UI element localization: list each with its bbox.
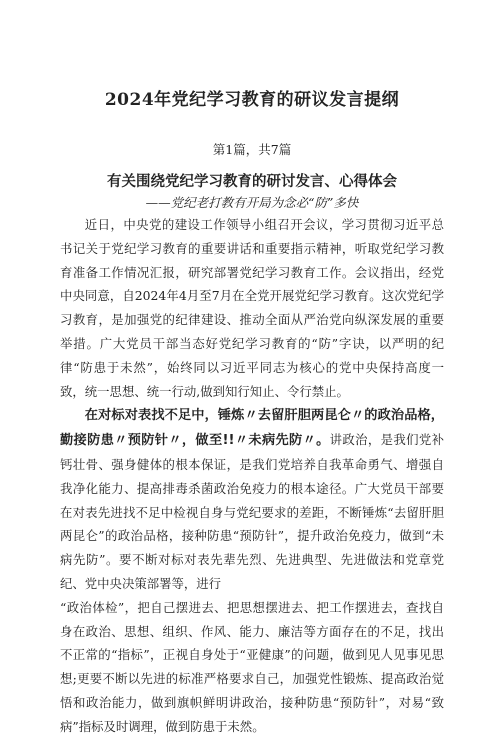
paragraph-intro: 近日，中央党的建设工作领导小组召开会议，学习贯彻习近平总书记关于党纪学习教育的重要讲话和重要指示精神，听取党纪学习教育准备工作情况汇报，研究部署党纪学习教育工作。会议指出，经党中央同意，自2024年4月至7月在全党开展党纪学习教育。这次党纪学习教育，是加强党的纪律建设、推动全面从严治党向纵深发展的重要举措。广大党员干部当态好党纪学习教育的“防”字诀，以严明的纪律“防患于未然”，始终同以习近平同志为核心的党中央保持高度一致，统一思想、统一行动,做到知行知止、令行禁止。 <box>60 217 444 399</box>
paragraph-heading: 在对标对表找不足中，锤炼〃去留肝胆两昆仑〃的政治品格，勤接防患〃预防针〃，做至!!〃未病先防〃。 <box>60 408 444 449</box>
document-title: 2024年党纪学习教育的研议发言提纲 <box>104 90 400 110</box>
paragraph-body: 讲政治，是我们党补钙壮骨、强身健体的根本保证，是我们党培养自我革命勇气、增强自我净化能力、提高排毒杀菌政治免疫力的根本途径。广大党员干部要在对表先进找不足中检视自身与党纪要求的差距，不断锤炼“去留肝胆两昆仑”的政治品格，接种防患“预防针”，提升政治免疫力，做到“未病先防”。要不断对标对表先辈先烈、先进典型、先进做法和党章党纪、党中央决策部署等，进行 <box>60 432 444 591</box>
paragraph-political <box>60 403 444 595</box>
paragraph-checkup: “政治体检”，把自己摆进去、把思想摆进去、把工作摆进去，查找自身在政治、思想、组织、作风、能力、廉洁等方面存在的不足，找出不正常的“指标”，正视自身处于“亚健康”的问题，做到见人见事见思想;更要不断以先进的标准严格要求自己，加强党性锻炼、提高政治觉悟和政治能力，做到旗帜鲜明讲政治，接种防患“预防针”，对易“致病”指标及时调理，做到防患于未然。 <box>60 599 444 734</box>
subtitle: ——党纪老打教有开局为念必“防”多快 <box>145 195 359 210</box>
part-label: 第1篇，共7篇 <box>212 142 292 157</box>
section-title: 有关围绕党纪学习教育的研讨发言、心得体会 <box>107 174 397 190</box>
